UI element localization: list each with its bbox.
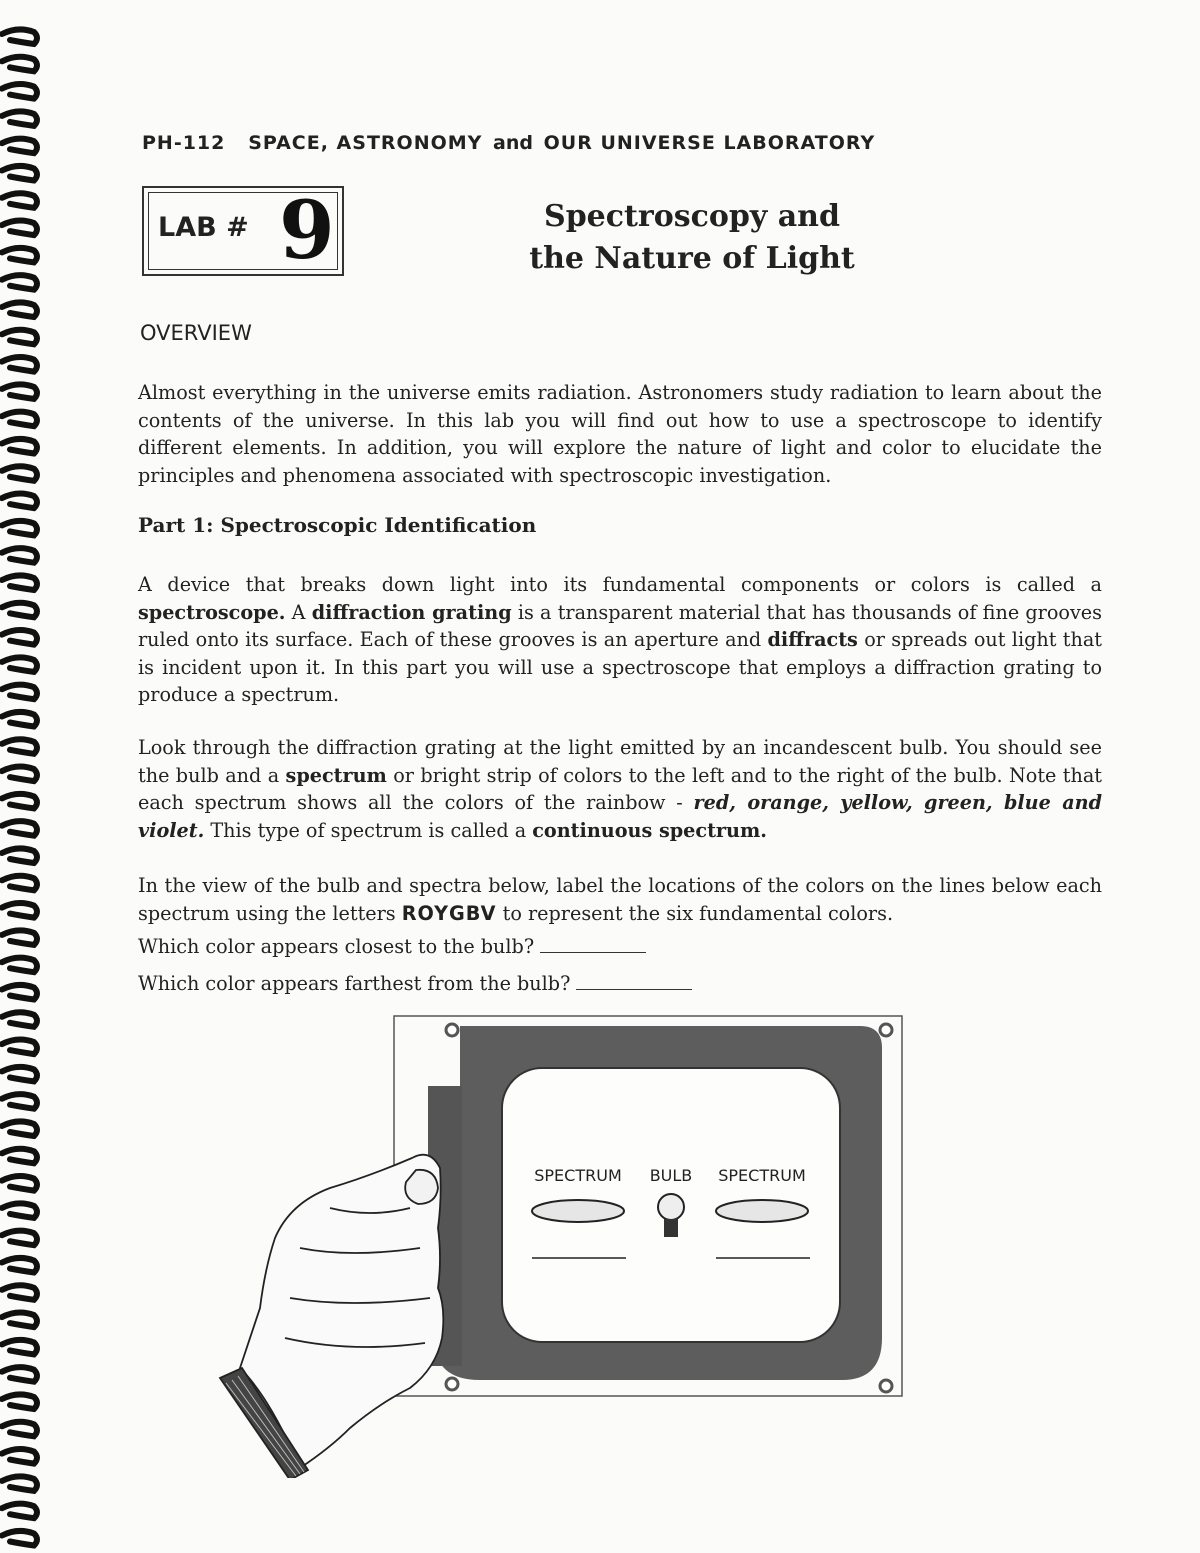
spiral-coil	[2, 466, 37, 481]
spiral-coil	[2, 439, 37, 454]
roygbv-letters: ROYGBV	[401, 901, 497, 925]
spectrum-right-strip	[716, 1200, 808, 1222]
spiral-coil	[2, 930, 37, 945]
course-header	[142, 132, 875, 154]
spiral-coil	[2, 1231, 37, 1246]
spiral-coil	[2, 1449, 37, 1464]
spiral-coil	[2, 1258, 37, 1273]
spiral-coil	[2, 1531, 37, 1546]
spiral-coil	[2, 1067, 37, 1082]
corner-screw-icon	[880, 1024, 892, 1036]
spiral-coil	[2, 248, 37, 263]
course-title-part-b: OUR UNIVERSE LABORATORY	[543, 132, 876, 154]
spiral-coil	[2, 657, 37, 672]
spiral-coil	[2, 139, 37, 154]
spiral-coil	[2, 1012, 37, 1027]
part1-paragraph-1: A device that breaks down light into its fundamental components or colors is called a spectroscope. A diffraction grating is a transparent material that has thousands of fine grooves ruled onto its surface. Each of these grooves is an aperture and diffracts or spreads out light that is incident upon it. In this part you will use a spectroscope that employs a diffraction grating to produce a spectrum.	[138, 573, 1102, 706]
lab-title-line-1: Spectroscopy and	[544, 199, 840, 234]
hand-illustration	[220, 1155, 443, 1478]
bulb-icon	[658, 1194, 684, 1220]
spiral-coil	[2, 575, 37, 590]
label-bulb: BULB	[649, 1166, 693, 1185]
spiral-coil	[2, 302, 37, 317]
spiral-coil	[2, 1422, 37, 1437]
spiral-coil	[2, 221, 37, 236]
spiral-coil	[2, 1121, 37, 1136]
spiral-coil	[2, 630, 37, 645]
spiral-coil	[2, 985, 37, 1000]
spiral-coil	[2, 330, 37, 345]
corner-screw-icon	[446, 1378, 458, 1390]
label-spectrum-left: SPECTRUM	[534, 1166, 622, 1185]
spiral-coil	[2, 603, 37, 618]
spiral-coil	[2, 1040, 37, 1055]
rainbow-colors: red, orange, yellow, green, blue and violet.	[138, 791, 1102, 842]
label-spectrum-right: SPECTRUM	[718, 1166, 806, 1185]
spiral-coil	[2, 712, 37, 727]
farthest-color-answer-line[interactable]	[576, 975, 692, 990]
course-code: PH-112	[142, 132, 226, 154]
spiral-coil	[2, 1504, 37, 1519]
spiral-coil	[2, 166, 37, 181]
corner-screw-icon	[446, 1024, 458, 1036]
term-continuous-spectrum: continuous spectrum.	[532, 818, 767, 842]
spiral-coil	[2, 685, 37, 700]
spiral-coil	[2, 1313, 37, 1328]
term-spectrum: spectrum	[285, 763, 387, 787]
corner-screw-icon	[880, 1380, 892, 1392]
spiral-coil	[2, 494, 37, 509]
spiral-coil	[2, 876, 37, 891]
term-diffraction-grating: diffraction grating	[311, 600, 512, 624]
spiral-coil	[2, 84, 37, 99]
spiral-coil	[2, 767, 37, 782]
part1-paragraph-2: Look through the diffraction grating at the light emitted by an incandescent bulb. You should see the bulb and a spectrum or bright strip of colors to the left and to the right of the bulb. Note that each spectrum shows all the colors of the rainbow - red, orange, yellow, green, blue and violet. This type of spectrum is called a continuous spectrum.	[138, 736, 1102, 842]
spiral-coil	[2, 794, 37, 809]
part1-heading: Part 1: Spectroscopic Identification	[138, 513, 537, 537]
spiral-coil	[2, 111, 37, 126]
course-title-and: and	[493, 132, 533, 154]
spectrum-left-strip	[532, 1200, 624, 1222]
spiral-coil	[2, 412, 37, 427]
overview-heading: OVERVIEW	[140, 321, 252, 345]
bulb-base	[664, 1219, 678, 1237]
lab-title	[522, 196, 862, 280]
spiral-binding	[0, 0, 60, 1553]
term-spectroscope: spectroscope.	[138, 600, 286, 624]
spiral-coil	[2, 958, 37, 973]
course-title-part-a: SPACE, ASTRONOMY	[248, 132, 483, 154]
spiral-coil	[2, 1149, 37, 1164]
spiral-coil	[2, 1203, 37, 1218]
lab-number: 9	[279, 183, 335, 277]
spiral-coil	[2, 1476, 37, 1491]
spiral-coil	[2, 1176, 37, 1191]
question-farthest-color: Which color appears farthest from the bulb?	[138, 972, 692, 995]
lab-title-line-2: the Nature of Light	[529, 241, 855, 276]
spiral-coil	[2, 29, 37, 44]
spectroscope-figure	[180, 1008, 910, 1478]
spiral-coil	[2, 848, 37, 863]
closest-color-answer-line[interactable]	[540, 938, 646, 953]
spiral-coil	[2, 521, 37, 536]
spiral-coil	[2, 384, 37, 399]
lab-label: LAB #	[158, 212, 249, 243]
term-diffracts: diffracts	[767, 628, 858, 651]
spiral-coil	[2, 903, 37, 918]
spiral-coil	[2, 1285, 37, 1300]
spiral-coil	[2, 275, 37, 290]
spiral-coil	[2, 57, 37, 72]
spiral-coil	[2, 821, 37, 836]
spiral-coil	[2, 1340, 37, 1355]
spiral-coil	[2, 193, 37, 208]
spiral-coil	[2, 1367, 37, 1382]
spiral-coil	[2, 739, 37, 754]
spiral-coil	[2, 1094, 37, 1109]
part1-paragraph-3: In the view of the bulb and spectra below, label the locations of the colors on the lines below each spectrum using the letters ROYGBV to represent the six fundamental colors.	[138, 874, 1102, 925]
question-closest-color: Which color appears closest to the bulb?	[138, 935, 646, 958]
spiral-coil	[2, 548, 37, 563]
overview-paragraph: Almost everything in the universe emits radiation. Astronomers study radiation to learn about the contents of the universe. In this lab you will find out how to use a spectroscope to identify different elements. In addition, you will explore the nature of light and color to elucidate the principles and phenomena associated with spectroscopic investigation.	[138, 381, 1102, 487]
spiral-coil	[2, 1394, 37, 1409]
spiral-coil	[2, 357, 37, 372]
